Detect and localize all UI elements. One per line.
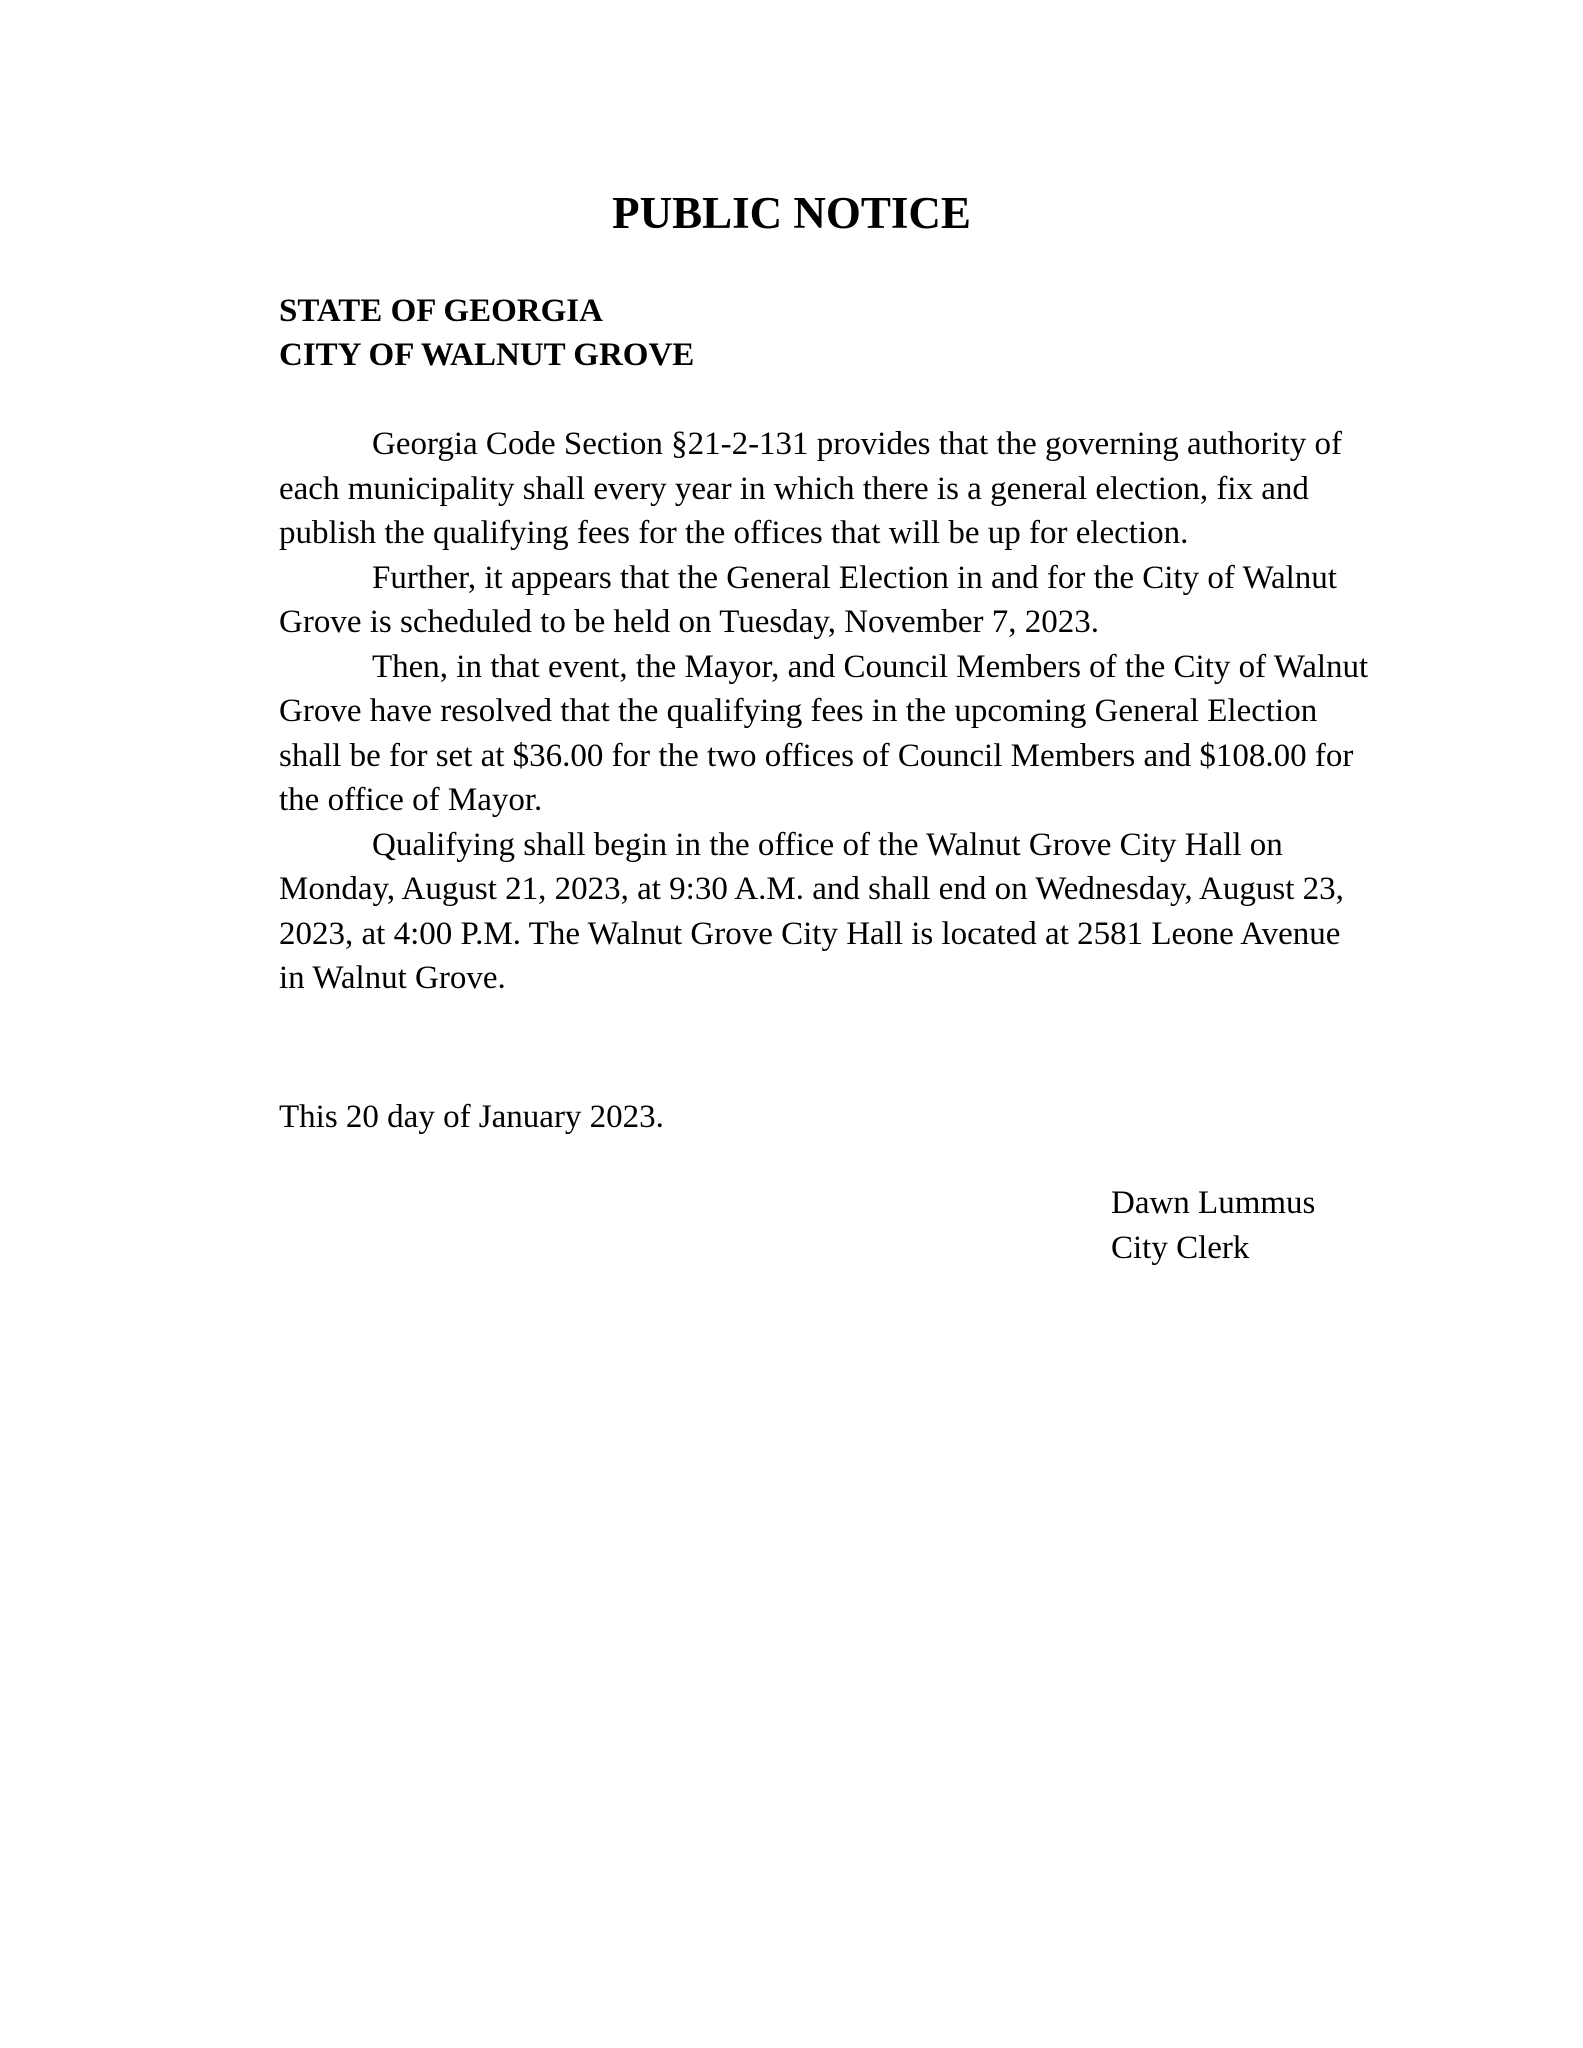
notice-body — [279, 422, 1369, 1001]
notice-title: PUBLIC NOTICE — [612, 188, 971, 238]
signer-title: City Clerk — [1111, 1229, 1250, 1266]
signer-name: Dawn Lummus — [1111, 1185, 1316, 1221]
paragraph-code-section: Georgia Code Section §21-2-131 provides that the governing authority of each municipality shall every year in which there is a general election, fix and publish the qualifying fees for the offices that will be up for election. — [279, 426, 1342, 551]
paragraph-election-date: Further, it appears that the General Election in and for the City of Walnut Grove is scheduled to be held on Tuesday, November 7, 2023. — [279, 559, 1337, 640]
paragraph-qualifying-period: Qualifying shall begin in the office of the Walnut Grove City Hall on Monday, August 21, 2023, at 9:30 A.M. and shall end on Wednesday, August 23, 2023, at 4:00 P.M. The Walnut Grove City Hall is located at 2581 Leone Avenue in Walnut Grove. — [279, 826, 1344, 996]
signature-block — [1111, 1181, 1315, 1270]
dated-line: This 20 day of January 2023. — [279, 1099, 664, 1135]
state-heading: STATE OF GEORGIA — [279, 293, 603, 329]
paragraph-qualifying-fees: Then, in that event, the Mayor, and Council Members of the City of Walnut Grove have resolved that the qualifying fees in the upcoming General Election shall be for set at $36.00 for the two offices of Council Members and $108.00 for the office of Mayor. — [279, 648, 1369, 818]
city-heading: CITY OF WALNUT GROVE — [279, 337, 695, 373]
